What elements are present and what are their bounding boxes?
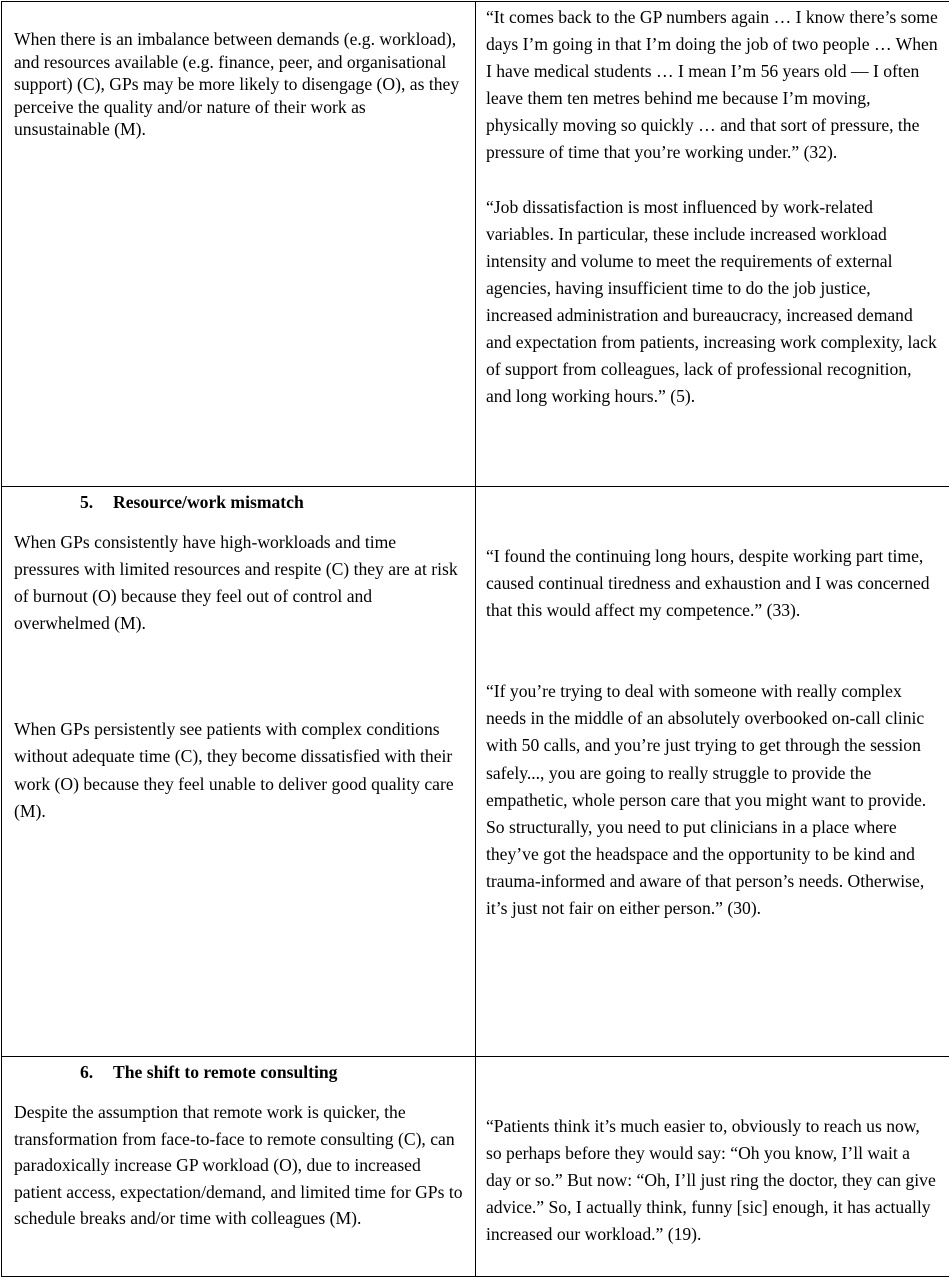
mechanism-statement: When GPs consistently have high-workloads and time pressures with limited resources and respite (C) they are at risk of burnout (O) because they feel out of control and overwhelmed (M).: [14, 532, 458, 634]
quote-text: “It comes back to the GP numbers again … I know there’s some days I’m going in that I’m doing the job of two people … When I have medical students … I mean I’m 56 years old — I often leave them ten metres behind me because I’m moving, physically moving so quickly … and that sort of pressure, the pressure of time that you’re working under.” (32).: [486, 7, 938, 163]
section-title: The shift to remote consulting: [113, 1062, 338, 1082]
quote-cell: [476, 487, 949, 1057]
mechanism-statement: Despite the assumption that remote work is quicker, the transformation from face-to-face to remote consulting (C), can paradoxically increase GP workload (O), due to increased patient access, expectation/demand, and limited time for GPs to schedule breaks and/or time with colleagues (M).: [14, 1102, 463, 1228]
mechanism-statement: When GPs persistently see patients with complex conditions without adequate time (C), they become dissatisfied with their work (O) because they feel unable to deliver good quality care (M).: [14, 719, 454, 821]
quote-text: “I found the continuing long hours, despite working part time, caused continual tiredness and exhaustion and I was concerned that this would affect my competence.” (33).: [486, 546, 930, 621]
section-heading: [2, 1062, 475, 1083]
table-row: [2, 1057, 949, 1277]
quote-text: “Job dissatisfaction is most influenced by work-related variables. In particular, these include increased workload intensity and volume to meet the requirements of external agencies, having insufficient time to do the job justice, increased administration and bureaucracy, increased demand and expectation from patients, increasing work complexity, lack of support from colleagues, lack of professional recognition, and long working hours.” (5).: [486, 196, 937, 407]
table-row: [2, 2, 949, 487]
section-heading: [2, 492, 475, 513]
quote-cell: [476, 1057, 949, 1277]
quote-text: “Patients think it’s much easier to, obviously to reach us now, so perhaps before they would say: “Oh you know, I’ll wait a day or so.” But now: “Oh, I’ll just ring the doctor, they can give advice.” So, I actually think, funny [sic] enough, it has actually increased our workload.” (19).: [486, 1116, 936, 1245]
table-row: [2, 487, 949, 1057]
mechanism-cell: [2, 1057, 476, 1277]
mechanism-statement: When there is an imbalance between demands (e.g. workload), and resources available (e.g. finance, peer, and organisational support) (C), GPs may be more likely to disengage (O), as they perceive the quality and/or nature of their work as unsustainable (M).: [14, 29, 460, 139]
section-title: Resource/work mismatch: [113, 492, 304, 512]
section-number: 6.: [80, 1062, 94, 1082]
mechanism-cell: [2, 2, 476, 487]
evidence-table: [1, 1, 949, 1277]
mechanism-cell: [2, 487, 476, 1057]
quote-cell: [476, 2, 949, 487]
quote-text: “If you’re trying to deal with someone with really complex needs in the middle of an absolutely overbooked on-call clinic with 50 calls, and you’re just trying to get through the session safely..., you are going to really struggle to provide the empathetic, whole person care that you might want to provide. So structurally, you need to put clinicians in a place where they’ve got the headspace and the opportunity to be kind and trauma-informed and aware of that person’s needs. Otherwise, it’s just not fair on either person.” (30).: [486, 681, 927, 919]
section-number: 5.: [80, 492, 94, 512]
